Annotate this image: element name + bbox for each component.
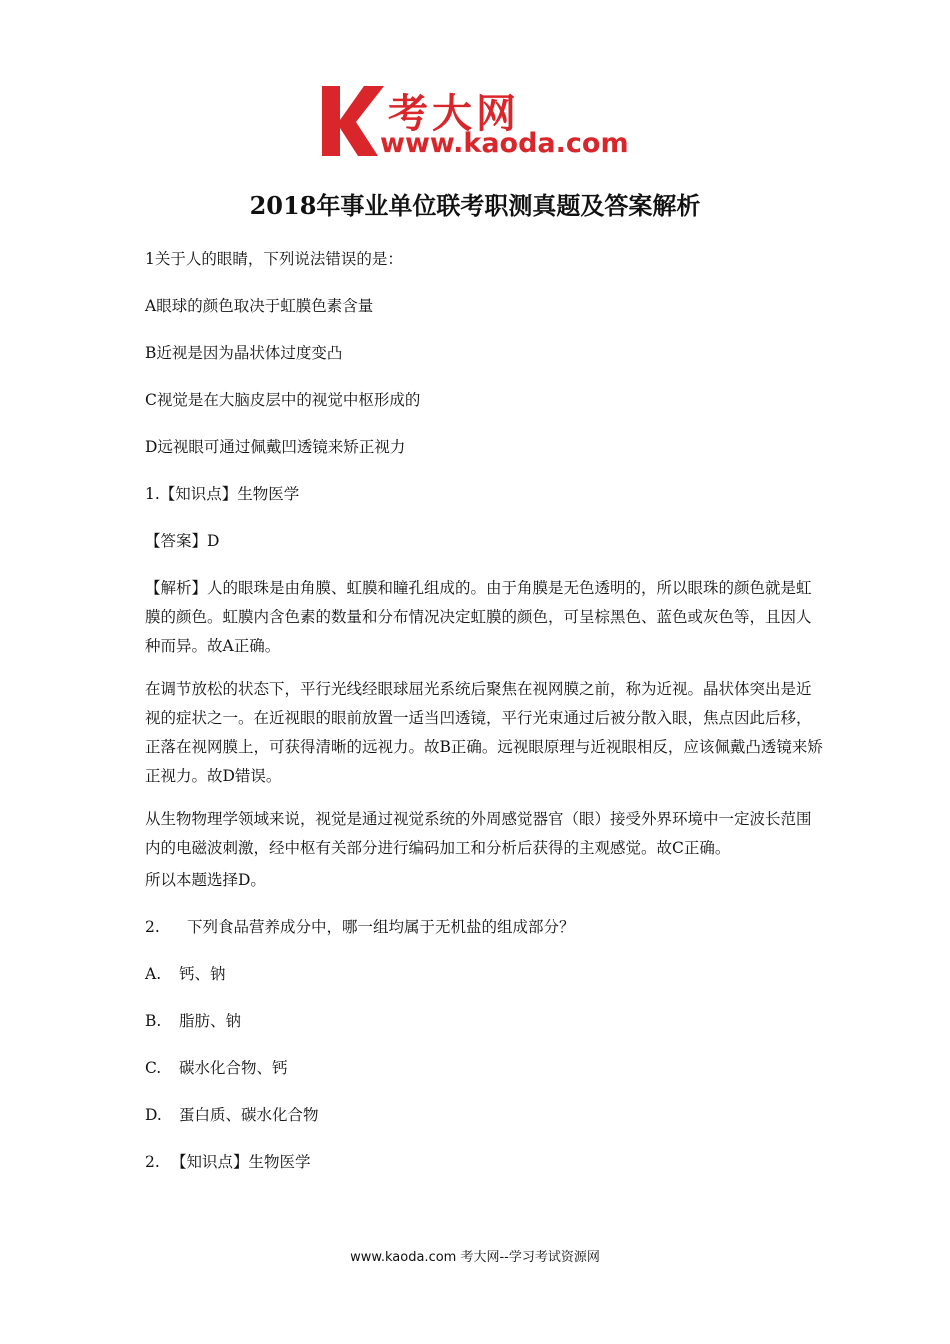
q1-knowledge: 1.【知识点】生物医学 [145, 485, 300, 503]
q2-option-a-label: A. [145, 965, 162, 983]
q1-option-d: D远视眼可通过佩戴凹透镜来矫正视力 [145, 438, 406, 456]
q2-option-d-text: 蛋白质、碳水化合物 [179, 1106, 319, 1124]
q2-knowledge-number: 2. [145, 1153, 160, 1171]
q2-option-c-text: 碳水化合物、钙 [179, 1059, 288, 1077]
q2-option-b-label: B. [145, 1012, 162, 1030]
brand-name: 考大网 [388, 91, 520, 137]
q2-option-d-label: D. [145, 1106, 162, 1124]
q1-answer: 【答案】D [145, 532, 220, 550]
brand-url: www.kaoda.com [380, 128, 629, 159]
q2-option-c [145, 1054, 825, 1083]
q1-analysis-2: 在调节放松的状态下，平行光线经眼球屈光系统后聚焦在视网膜之前，称为近视。晶状体突出是近视的症状之一。在近视眼的眼前放置一适当凹透镜，平行光束通过后被分散入眼，焦点因此后移，正落在视网膜上，可获得清晰的远视力。故B正确。远视眼原理与近视眼相反，应该佩戴凸透镜来矫正视力。故D错误。 [145, 680, 823, 785]
q2-question-line [145, 913, 825, 942]
q1-analysis-1: 【解析】人的眼珠是由角膜、虹膜和瞳孔组成的。由于角膜是无色透明的，所以眼珠的颜色就是虹膜的颜色。虹膜内含色素的数量和分布情况决定虹膜的颜色，可呈棕黑色、蓝色或灰色等，且因人种而异。故A正确。 [145, 579, 812, 655]
q2-option-a-text: 钙、钠 [179, 965, 226, 983]
q2-knowledge [145, 1148, 825, 1177]
q2-option-d [145, 1101, 825, 1130]
q1-analysis-3: 从生物物理学领域来说，视觉是通过视觉系统的外周感觉器官（眼）接受外界环境中一定波长范围内的电磁波刺激，经中枢有关部分进行编码加工和分析后获得的主观感觉。故C正确。 [145, 810, 812, 857]
q2-number: 2. [145, 918, 160, 936]
footer-text: www.kaoda.com 考大网--学习考试资源网 [350, 1250, 600, 1265]
q2-option-a [145, 960, 825, 989]
q2-question: 下列食品营养成分中，哪一组均属于无机盐的组成部分？ [187, 918, 575, 936]
q2-option-c-label: C. [145, 1059, 162, 1077]
q1-option-c: C视觉是在大脑皮层中的视觉中枢形成的 [145, 391, 421, 409]
kaoda-logo [318, 80, 638, 160]
q1-conclusion: 所以本题选择D。 [145, 871, 266, 889]
document-title: 2018年事业单位联考职测真题及答案解析 [249, 191, 701, 220]
q2-option-b [145, 1007, 825, 1036]
q2-option-b-text: 脂肪、钠 [179, 1012, 242, 1030]
q1-option-a: A眼球的颜色取决于虹膜色素含量 [145, 297, 374, 315]
q1-question: 1关于人的眼睛，下列说法错误的是： [145, 250, 403, 268]
q1-option-b: B近视是因为晶状体过度变凸 [145, 344, 343, 362]
q2-knowledge-text: 【知识点】生物医学 [171, 1153, 311, 1171]
